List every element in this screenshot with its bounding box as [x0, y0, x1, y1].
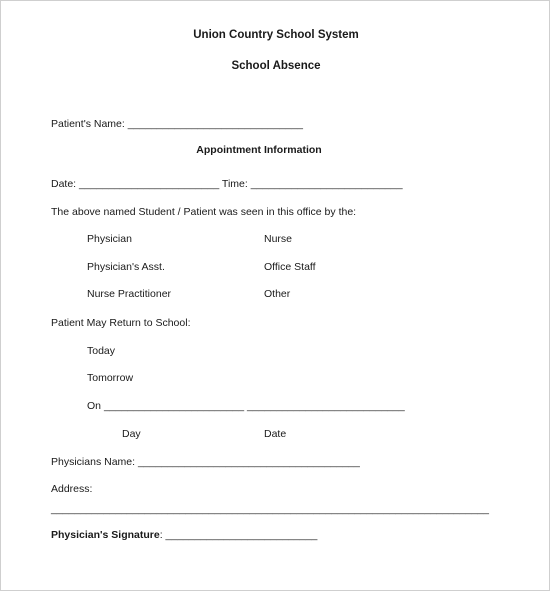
signature-row — [51, 529, 317, 542]
date-label: Date: — [51, 178, 77, 190]
school-system-title: Union Country School System — [193, 29, 359, 41]
option-physician[interactable]: Physician — [87, 233, 132, 245]
on-label: On — [87, 400, 102, 412]
return-option-tomorrow[interactable]: Tomorrow — [87, 372, 134, 384]
physician-name-blank[interactable]: ______________________________________ — [137, 456, 360, 468]
physician-name-label: Physicians Name: — [51, 456, 136, 468]
date-caption: Date — [264, 428, 287, 440]
date-blank[interactable]: ________________________ — [79, 178, 220, 190]
option-other[interactable]: Other — [264, 288, 291, 300]
time-blank[interactable]: __________________________ — [250, 178, 403, 190]
on-date-blank[interactable]: ___________________________ — [247, 400, 405, 412]
on-day-blank[interactable]: ________________________ — [103, 400, 245, 412]
address-blank[interactable]: ___________________________________________________________________________ — [51, 503, 489, 515]
signature-blank[interactable]: : __________________________ — [159, 529, 318, 541]
return-option-today[interactable]: Today — [87, 345, 116, 357]
appointment-section-heading: Appointment Information — [196, 144, 322, 156]
patient-name-blank[interactable]: ______________________________ — [127, 118, 303, 130]
option-physicians-asst[interactable]: Physician's Asst. — [87, 261, 165, 273]
return-to-school-label: Patient May Return to School: — [51, 317, 191, 329]
signature-label: Physician's Signature — [51, 529, 160, 541]
return-on-row — [87, 400, 405, 413]
patient-name-label: Patient's Name: — [51, 118, 125, 130]
physician-name-row — [51, 456, 360, 469]
time-label: Time: — [221, 178, 248, 190]
address-label: Address: — [51, 483, 93, 495]
day-caption: Day — [122, 428, 141, 440]
option-nurse-practitioner[interactable]: Nurse Practitioner — [87, 288, 172, 300]
seen-by-statement: The above named Student / Patient was seen in this office by the: — [51, 206, 357, 218]
form-title: School Absence — [231, 60, 321, 72]
option-nurse[interactable]: Nurse — [264, 233, 293, 245]
date-time-row — [51, 178, 403, 191]
patient-name-row — [51, 118, 303, 131]
option-office-staff[interactable]: Office Staff — [264, 261, 316, 273]
